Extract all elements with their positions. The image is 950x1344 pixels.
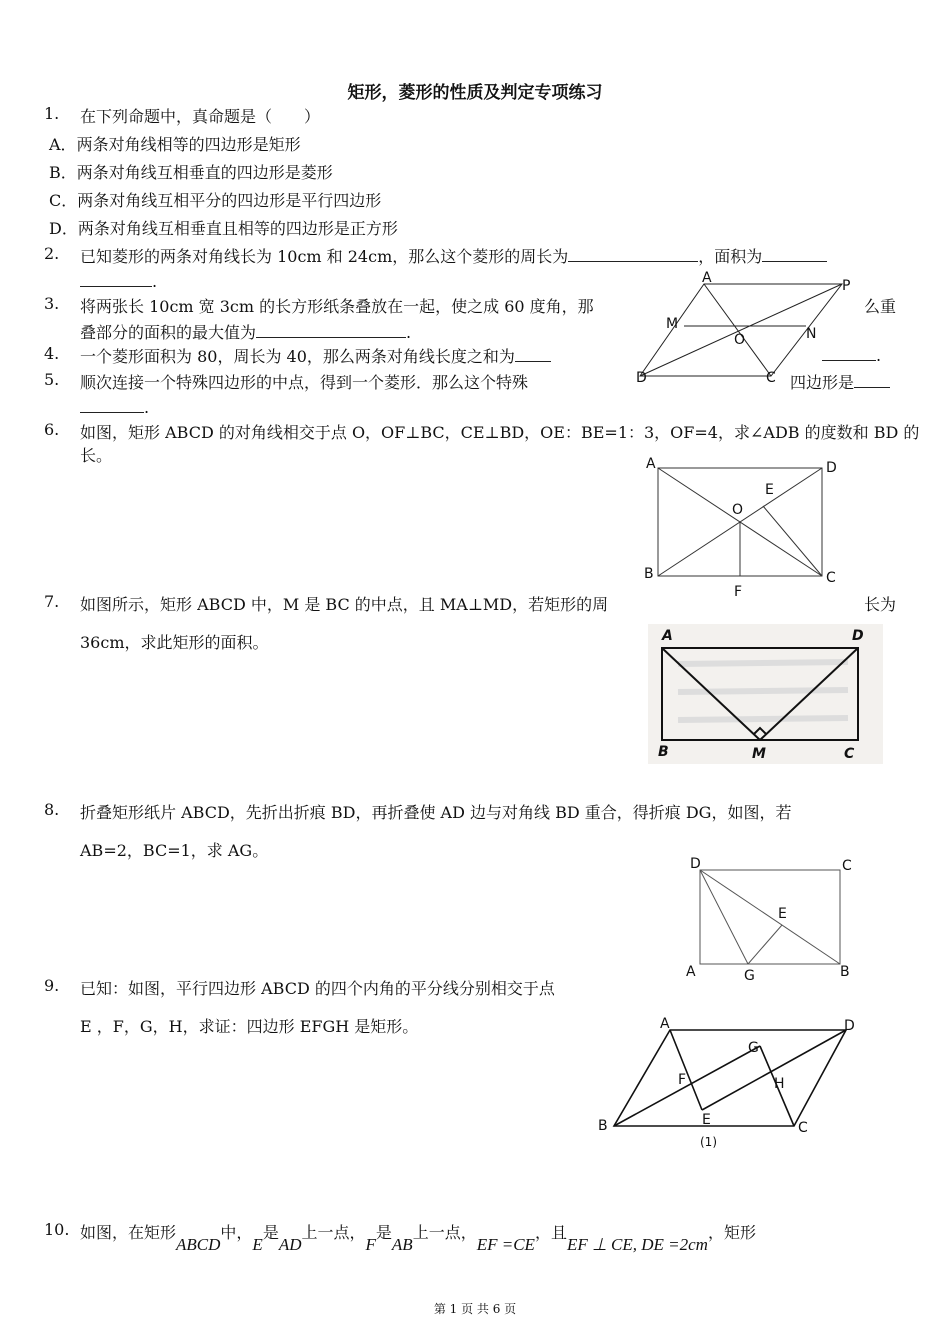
label-e: E	[765, 482, 774, 498]
label-g: G	[744, 968, 755, 984]
rectangle-diagonals-figure	[640, 452, 840, 602]
label-a: A	[660, 1016, 670, 1032]
option-c: C．两条对角线互相平分的四边形是平行四边形	[49, 191, 382, 210]
answer-blank	[515, 345, 551, 362]
label-e: E	[778, 906, 787, 922]
question-number: 4.	[44, 344, 60, 363]
question-text: 将两张长 10cm 宽 3cm 的长方形纸条叠放在一起，使之成 60 度角，那	[80, 297, 594, 316]
label-f: F	[678, 1072, 687, 1088]
question-text: 如图所示，矩形 ABCD 中，M 是 BC 的中点，且 MA⊥MD，若矩形的周	[80, 595, 609, 614]
label-m: M	[666, 316, 679, 332]
label-d: D	[636, 370, 647, 386]
option-d: D．两条对角线互相垂直且相等的四边形是正方形	[49, 219, 398, 238]
label-c: C	[766, 370, 776, 386]
label-p: P	[842, 278, 851, 294]
label-b: B	[658, 744, 669, 760]
answer-blank	[80, 270, 152, 287]
label-b: B	[598, 1118, 608, 1134]
label-e: E	[702, 1112, 711, 1128]
label-b: B	[840, 964, 850, 980]
label-a: A	[662, 628, 673, 644]
rectangle-midpoint-figure	[648, 624, 883, 764]
rhombus-overlap-figure	[636, 268, 866, 386]
label-c: C	[844, 746, 855, 762]
question-text: 如图，在矩形ABCD中，E是AD上一点，F是AB上一点，EF =CE，且EF ⊥ CE, DE =2cm，矩形	[80, 1223, 756, 1254]
label-g: G	[748, 1040, 759, 1056]
label-o: O	[732, 502, 744, 518]
label-d: D	[844, 1018, 855, 1034]
question-text: 一个菱形面积为 80，周长为 40，那么两条对角线长度之和为	[80, 347, 515, 366]
page-title: 矩形，菱形的性质及判定专项练习	[347, 83, 603, 103]
label-h: H	[774, 1076, 785, 1092]
label-d: D	[826, 460, 837, 476]
label-c: C	[798, 1120, 808, 1136]
label-b: B	[644, 566, 654, 582]
label-o: O	[734, 332, 746, 348]
label-f: F	[734, 584, 743, 600]
label-m: M	[752, 746, 766, 762]
answer-blank	[80, 396, 144, 413]
parallelogram-bisector-figure	[594, 1008, 864, 1148]
label-c: C	[826, 570, 836, 586]
label-a: A	[702, 270, 712, 286]
folded-rectangle-figure	[684, 852, 864, 982]
question-text: 折叠矩形纸片 ABCD，先折出折痕 BD，再折叠使 AD 边与对角线 BD 重合，得折痕 DG，如图，若	[80, 803, 792, 822]
label-c: C	[842, 858, 852, 874]
question-number: 6.	[44, 420, 60, 439]
answer-blank	[762, 245, 827, 262]
label-d: D	[852, 628, 864, 644]
answer-blank	[568, 245, 698, 262]
question-number: 8.	[44, 800, 60, 819]
question-text: 已知：如图，平行四边形 ABCD 的四个内角的平分线分别相交于点	[80, 979, 555, 998]
page-footer: 第 1 页 共 6 页	[433, 1302, 517, 1316]
label-a: A	[686, 964, 696, 980]
question-text: 顺次连接一个特殊四边形的中点，得到一个菱形．那么这个特殊	[80, 373, 529, 392]
question-number: 3.	[44, 294, 60, 313]
figure-caption: (1)	[700, 1135, 717, 1149]
label-a: A	[646, 456, 656, 472]
question-number: 9.	[44, 976, 60, 995]
question-number: 10.	[44, 1220, 70, 1239]
option-a: A．两条对角线相等的四边形是矩形	[49, 135, 301, 154]
answer-blank	[256, 321, 406, 338]
label-d: D	[690, 856, 701, 872]
question-number: 5.	[44, 370, 60, 389]
question-stem: 在下列命题中，真命题是（ ）	[80, 107, 321, 126]
question-number: 2.	[44, 244, 60, 263]
question-text: 已知菱形的两条对角线长为 10cm 和 24cm，那么这个菱形的周长为 ，面积为	[80, 244, 827, 267]
option-b: B．两条对角线互相垂直的四边形是菱形	[49, 163, 333, 182]
label-n: N	[806, 326, 817, 342]
question-text: 如图，矩形 ABCD 的对角线相交于点 O，OF⊥BC，CE⊥BD，OE：BE=1：3，OF=4，求∠ADB 的度数和 BD 的长。	[80, 423, 920, 465]
question-number: 7.	[44, 592, 60, 611]
question-number: 1.	[44, 104, 60, 123]
